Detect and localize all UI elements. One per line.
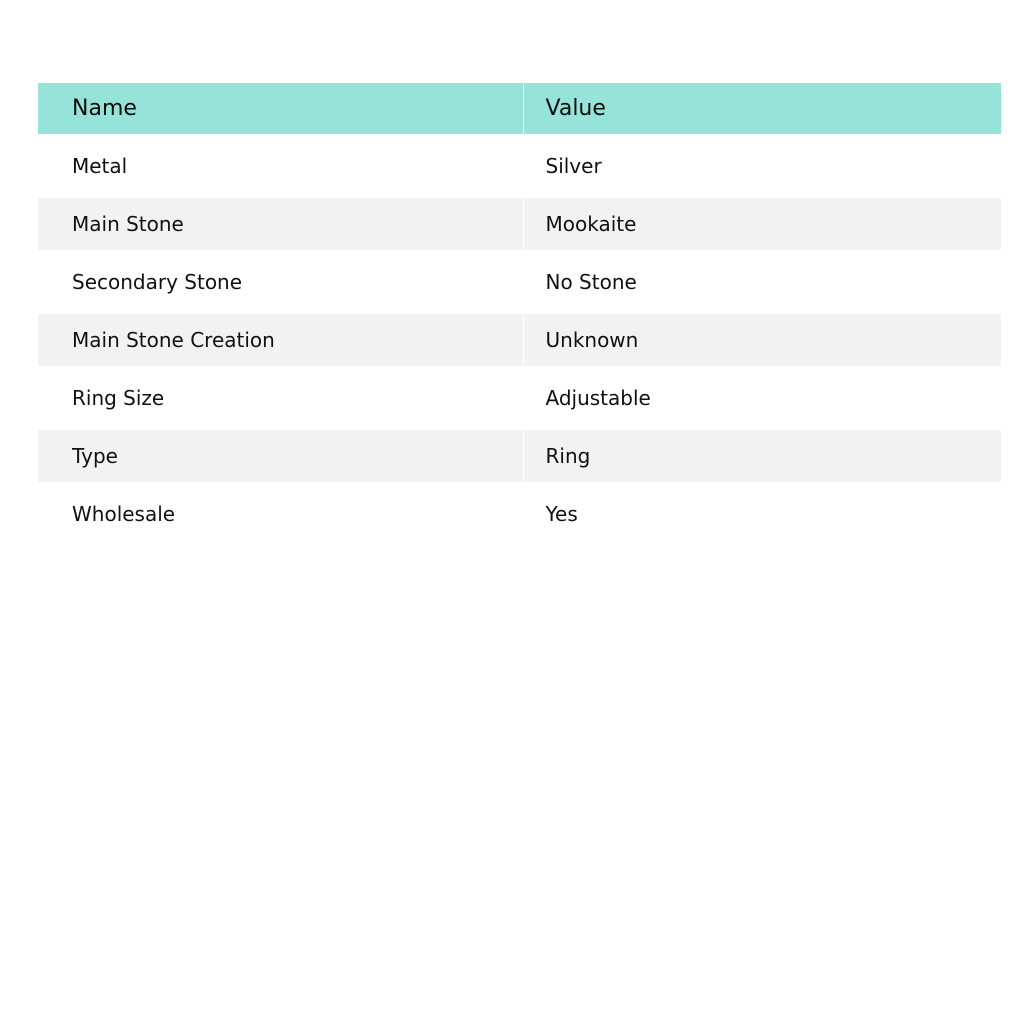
row-name-cell: Main Stone — [38, 198, 523, 250]
table-row — [38, 198, 1001, 250]
table-row — [38, 482, 1001, 546]
table-row — [38, 250, 1001, 314]
table-body — [38, 134, 1001, 546]
row-name-cell: Main Stone Creation — [38, 314, 523, 366]
row-value-cell: Unknown — [523, 314, 1001, 366]
row-name-cell: Metal — [38, 134, 523, 198]
table-row — [38, 430, 1001, 482]
header-row — [38, 83, 1001, 134]
row-value-cell: No Stone — [523, 250, 1001, 314]
specification-table — [38, 83, 1001, 546]
row-name-cell: Wholesale — [38, 482, 523, 546]
row-value-cell: Silver — [523, 134, 1001, 198]
row-name-cell: Secondary Stone — [38, 250, 523, 314]
column-header-name: Name — [38, 83, 523, 134]
table-header — [38, 83, 1001, 134]
row-value-cell: Yes — [523, 482, 1001, 546]
row-name-cell: Type — [38, 430, 523, 482]
table-row — [38, 134, 1001, 198]
row-value-cell: Adjustable — [523, 366, 1001, 430]
row-value-cell: Ring — [523, 430, 1001, 482]
row-name-cell: Ring Size — [38, 366, 523, 430]
column-header-value: Value — [523, 83, 1001, 134]
table-row — [38, 314, 1001, 366]
row-value-cell: Mookaite — [523, 198, 1001, 250]
table-row — [38, 366, 1001, 430]
